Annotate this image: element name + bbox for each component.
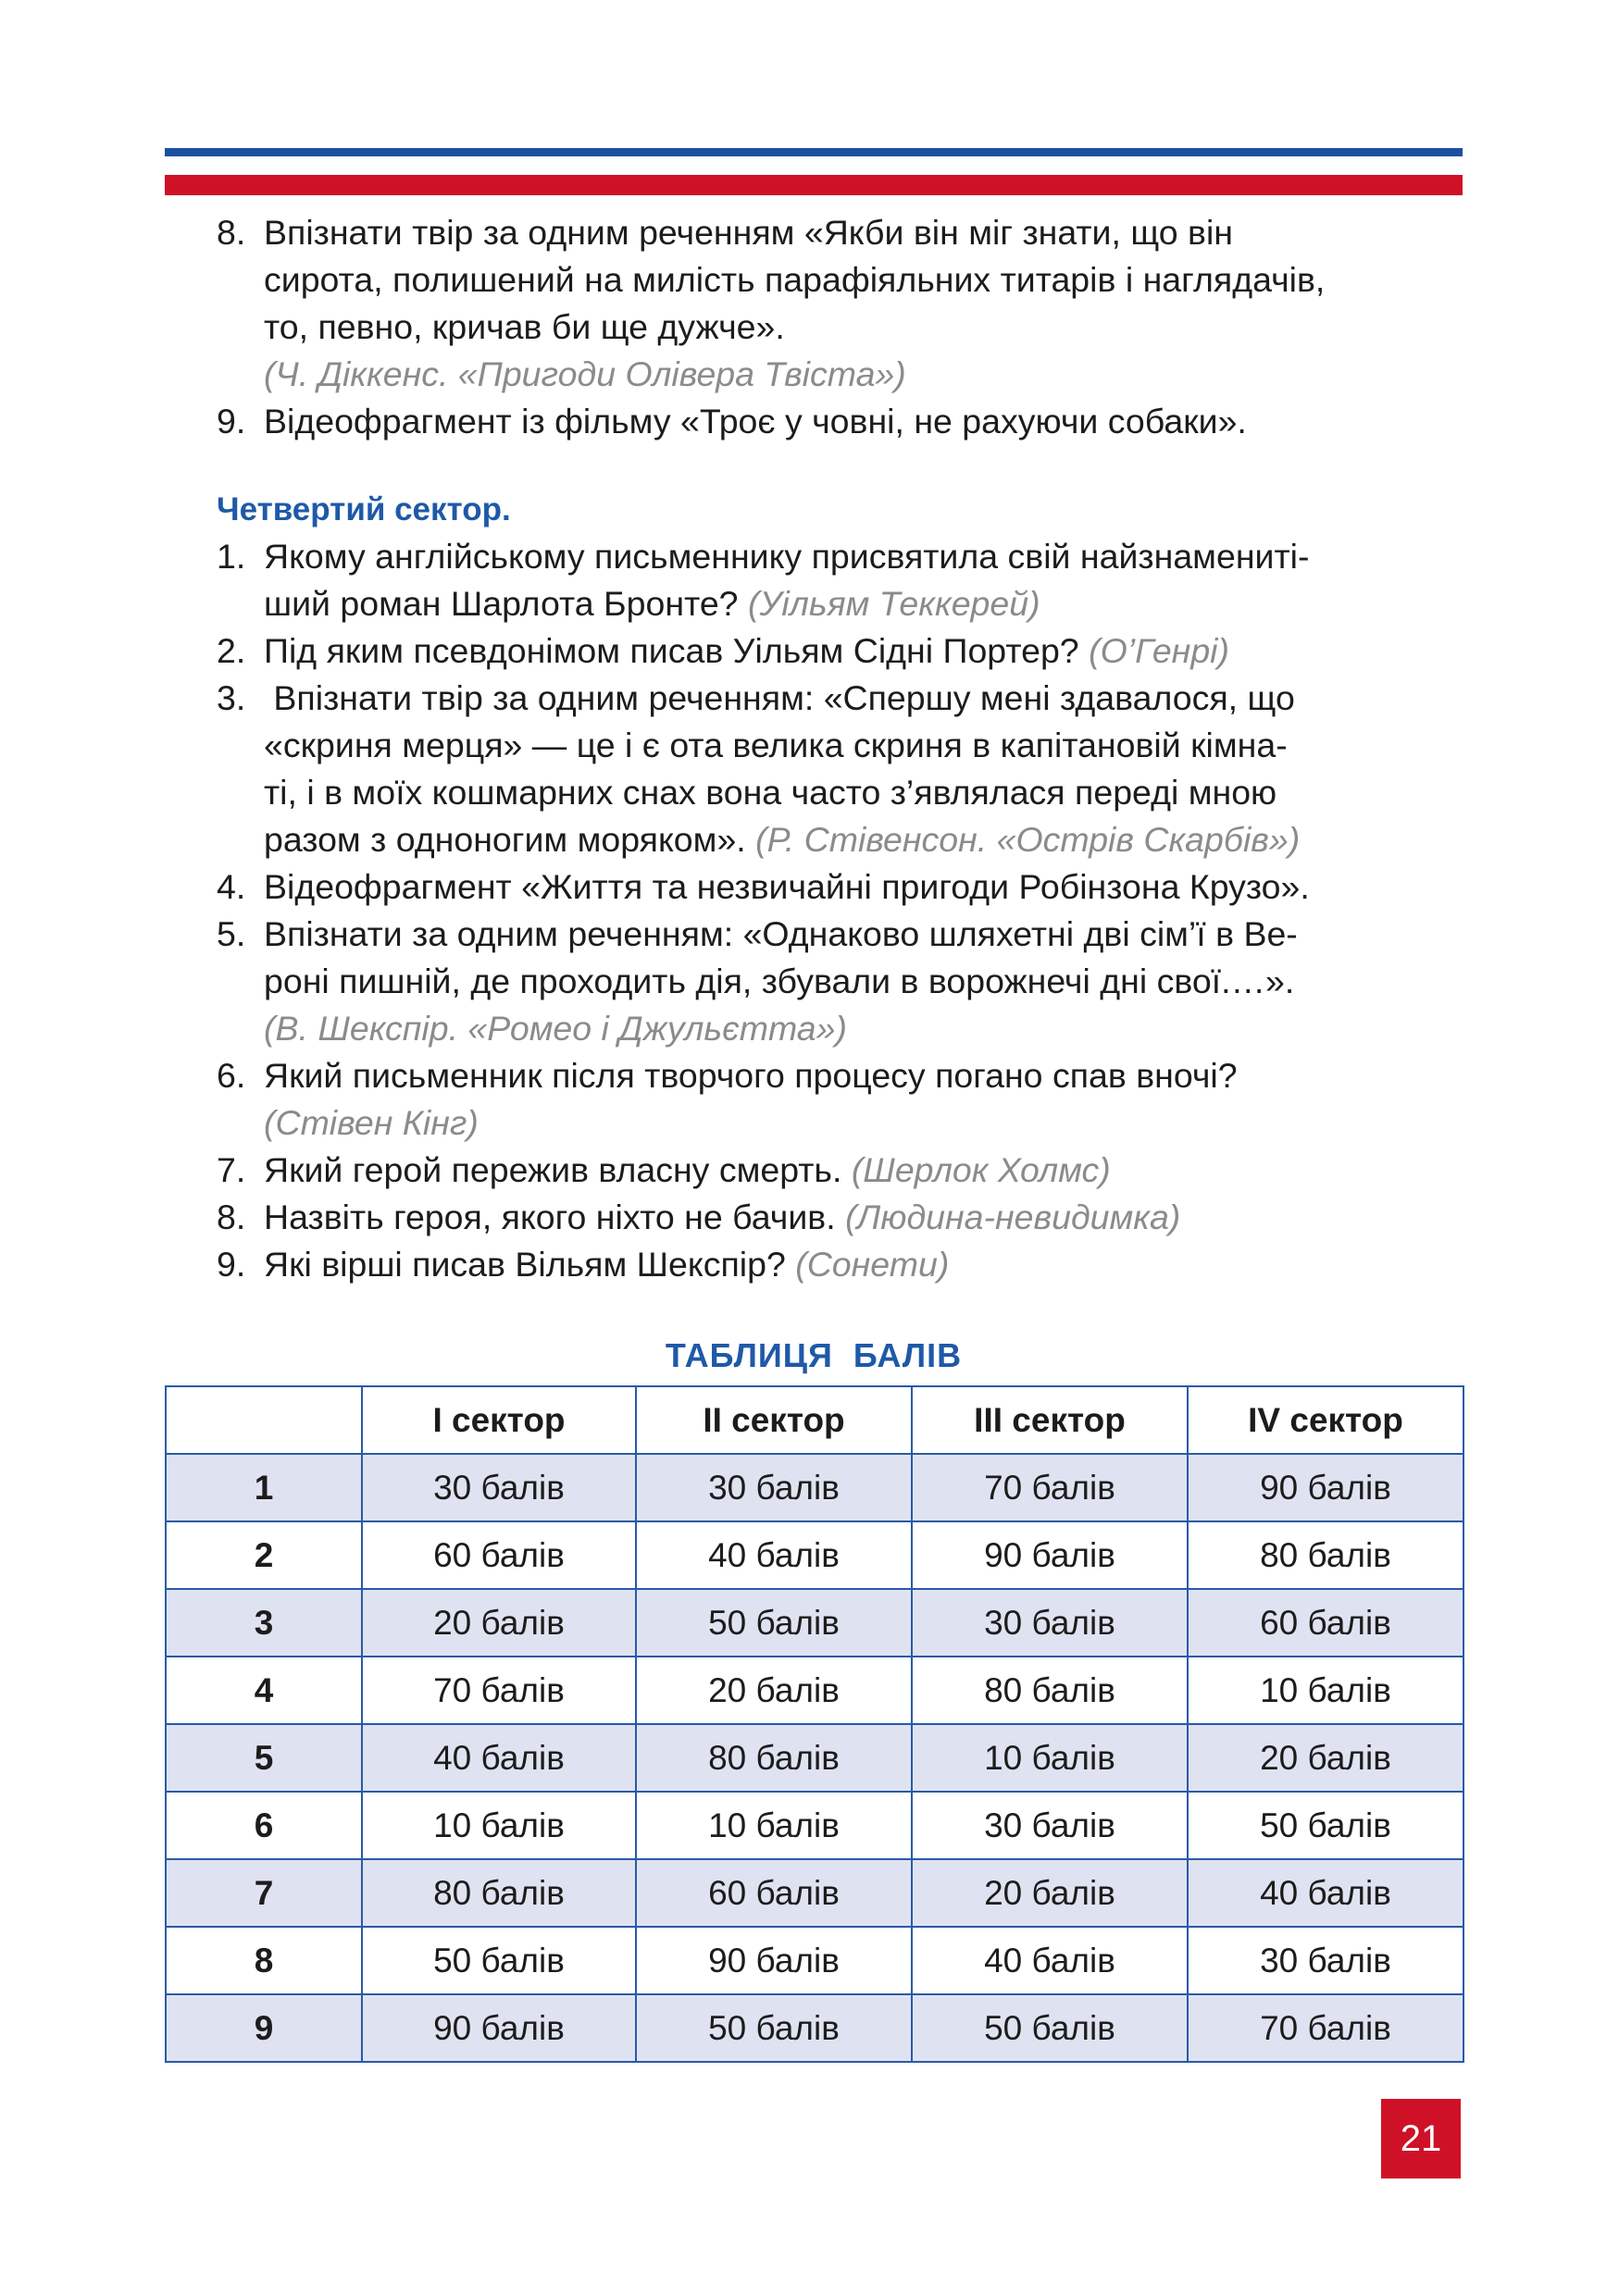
table-row (166, 1994, 1463, 2062)
header-red-stripe (165, 175, 1463, 195)
list-item (217, 398, 1476, 445)
table-cell: 50 балів (636, 1589, 912, 1657)
item-body (264, 911, 1476, 1052)
table-header-cell: IV сектор (1188, 1386, 1463, 1454)
item-text-line: «скриня мерця» — це і є ота велика скриня в капітановій кімна- (264, 726, 1288, 764)
item-body (264, 1194, 1476, 1241)
item-number: 6. (217, 1056, 246, 1095)
score-table (165, 1385, 1464, 2063)
item-body (264, 209, 1476, 398)
table-header-cell: ІІ сектор (636, 1386, 912, 1454)
table-title: ТАБЛИЦЯ БАЛІВ (665, 1336, 963, 1374)
item-number: 8. (217, 213, 246, 252)
table-row (166, 1521, 1463, 1589)
item-body (264, 398, 1476, 445)
item-text-line: роні пишній, де проходить дія, збували в ворожнечі дні свої.…». (264, 962, 1295, 1000)
table-cell: 10 балів (636, 1792, 912, 1859)
item-answer: (Сонети) (795, 1245, 950, 1284)
table-cell: 60 балів (636, 1859, 912, 1927)
table-cell: 90 балів (636, 1927, 912, 1994)
item-text-line: сирота, полишений на милість парафіяльних титарів і наглядачів, (264, 260, 1326, 299)
item-text: Який герой пережив власну смерть. (264, 1150, 842, 1189)
row-number-cell: 6 (166, 1792, 362, 1859)
item-text: Під яким псевдонімом писав Уільям Сідні Портер? (264, 631, 1079, 670)
table-cell: 20 балів (912, 1859, 1188, 1927)
table-cell: 40 балів (912, 1927, 1188, 1994)
row-number-cell: 3 (166, 1589, 362, 1657)
header-blue-stripe (165, 148, 1463, 156)
table-cell: 30 балів (1188, 1927, 1463, 1994)
table-row (166, 1657, 1463, 1724)
item-number: 5. (217, 914, 246, 953)
table-cell: 50 балів (636, 1994, 912, 2062)
table-cell: 40 балів (636, 1521, 912, 1589)
item-text-line: Який письменник після творчого процесу погано спав вночі? (264, 1056, 1238, 1095)
item-body (264, 1052, 1476, 1147)
item-number: 3. (217, 678, 246, 717)
table-cell: 50 балів (912, 1994, 1188, 2062)
row-number-cell: 9 (166, 1994, 362, 2062)
item-answer: (Шерлок Холмс) (851, 1150, 1111, 1189)
table-row (166, 1724, 1463, 1792)
section-heading: Четвертий сектор. (217, 491, 511, 527)
item-answer: (Уільям Теккерей) (747, 584, 1040, 623)
item-text-line: Відеофрагмент «Життя та незвичайні пригоди Робінзона Крузо». (264, 867, 1310, 906)
list-item (217, 675, 1476, 863)
table-cell: 90 балів (1188, 1454, 1463, 1521)
item-text-line (264, 816, 1476, 863)
item-text: Які вірші писав Вільям Шекспір? (264, 1245, 786, 1284)
item-number: 8. (217, 1198, 246, 1236)
item-text-line: Відеофрагмент із фільму «Троє у човні, не рахуючи собаки». (264, 402, 1247, 441)
table-cell: 10 балів (362, 1792, 636, 1859)
item-text-line (264, 1147, 1476, 1194)
list-item (217, 1241, 1476, 1288)
page-number: 21 (1381, 2099, 1461, 2178)
row-number-cell: 8 (166, 1927, 362, 1994)
item-text-line (264, 1241, 1476, 1288)
list-item (217, 1052, 1476, 1147)
item-number: 2. (217, 631, 246, 670)
table-row (166, 1454, 1463, 1521)
table-cell: 80 балів (912, 1657, 1188, 1724)
table-cell: 70 балів (912, 1454, 1188, 1521)
page-content (217, 209, 1476, 1288)
list-item (217, 1147, 1476, 1194)
table-header-cell: ІІІ сектор (912, 1386, 1188, 1454)
item-body (264, 1241, 1476, 1288)
item-answer: (О’Генрі) (1089, 631, 1229, 670)
table-header-row (166, 1386, 1463, 1454)
item-answer: (Людина-невидимка) (845, 1198, 1181, 1236)
row-number-cell: 2 (166, 1521, 362, 1589)
item-number: 7. (217, 1150, 246, 1189)
table-cell: 60 балів (1188, 1589, 1463, 1657)
table-cell: 10 балів (912, 1724, 1188, 1792)
item-text-line: ті, і в моїх кошмарних снах вона часто з’являлася переді мною (264, 773, 1277, 812)
item-answer: (Р. Стівенсон. «Острів Скарбів») (755, 820, 1301, 859)
item-body (264, 863, 1476, 911)
item-text-line (264, 580, 1476, 627)
table-row (166, 1927, 1463, 1994)
table-cell: 20 балів (636, 1657, 912, 1724)
list-item (217, 209, 1476, 398)
table-cell: 80 балів (1188, 1521, 1463, 1589)
row-number-cell: 7 (166, 1859, 362, 1927)
table-cell: 30 балів (362, 1454, 636, 1521)
item-text-line: Якому англійському письменнику присвятила свій найзнамениті- (264, 537, 1310, 576)
table-header-cell: І сектор (362, 1386, 636, 1454)
table-cell: 60 балів (362, 1521, 636, 1589)
table-cell: 90 балів (362, 1994, 636, 2062)
table-cell: 80 балів (636, 1724, 912, 1792)
item-body (264, 675, 1476, 863)
item-body (264, 1147, 1476, 1194)
item-number: 9. (217, 402, 246, 441)
table-row (166, 1589, 1463, 1657)
item-body (264, 533, 1476, 627)
item-text-line: Впізнати за одним реченням: «Однаково шляхетні дві сім’ї в Ве- (264, 914, 1298, 953)
table-cell: 40 балів (362, 1724, 636, 1792)
row-number-cell: 4 (166, 1657, 362, 1724)
table-row (166, 1792, 1463, 1859)
list-item (217, 627, 1476, 675)
item-text: Назвіть героя, якого ніхто не бачив. (264, 1198, 836, 1236)
list-item (217, 863, 1476, 911)
item-number: 9. (217, 1245, 246, 1284)
item-text-line (264, 1194, 1476, 1241)
item-number: 1. (217, 537, 246, 576)
row-number-cell: 1 (166, 1454, 362, 1521)
table-cell: 20 балів (1188, 1724, 1463, 1792)
item-body (264, 627, 1476, 675)
row-number-cell: 5 (166, 1724, 362, 1792)
list-item (217, 1194, 1476, 1241)
list-item (217, 533, 1476, 627)
table-cell: 90 балів (912, 1521, 1188, 1589)
item-text: ший роман Шарлота Бронте? (264, 584, 739, 623)
list-item (217, 911, 1476, 1052)
item-text-line: Впізнати твір за одним реченням: «Спершу мені здавалося, що (264, 678, 1295, 717)
table-cell: 10 балів (1188, 1657, 1463, 1724)
item-text-line: Впізнати твір за одним реченням «Якби він міг знати, що він (264, 213, 1234, 252)
table-cell: 30 балів (912, 1589, 1188, 1657)
item-answer: (Ч. Діккенс. «Пригоди Олівера Твіста») (264, 354, 906, 393)
table-header-cell (166, 1386, 362, 1454)
table-cell: 50 балів (362, 1927, 636, 1994)
table-cell: 40 балів (1188, 1859, 1463, 1927)
table-row (166, 1859, 1463, 1927)
item-answer: (В. Шекспір. «Ромео і Джульєтта») (264, 1009, 847, 1048)
table-cell: 20 балів (362, 1589, 636, 1657)
item-text-line (264, 627, 1476, 675)
table-cell: 70 балів (362, 1657, 636, 1724)
table-cell: 50 балів (1188, 1792, 1463, 1859)
item-text: разом з одноногим моряком». (264, 820, 746, 859)
table-cell: 30 балів (636, 1454, 912, 1521)
item-text-line: то, певно, кричав би ще дужче». (264, 307, 785, 346)
table-cell: 80 балів (362, 1859, 636, 1927)
table-cell: 30 балів (912, 1792, 1188, 1859)
table-cell: 70 балів (1188, 1994, 1463, 2062)
item-answer: (Стівен Кінг) (264, 1103, 479, 1142)
item-number: 4. (217, 867, 246, 906)
